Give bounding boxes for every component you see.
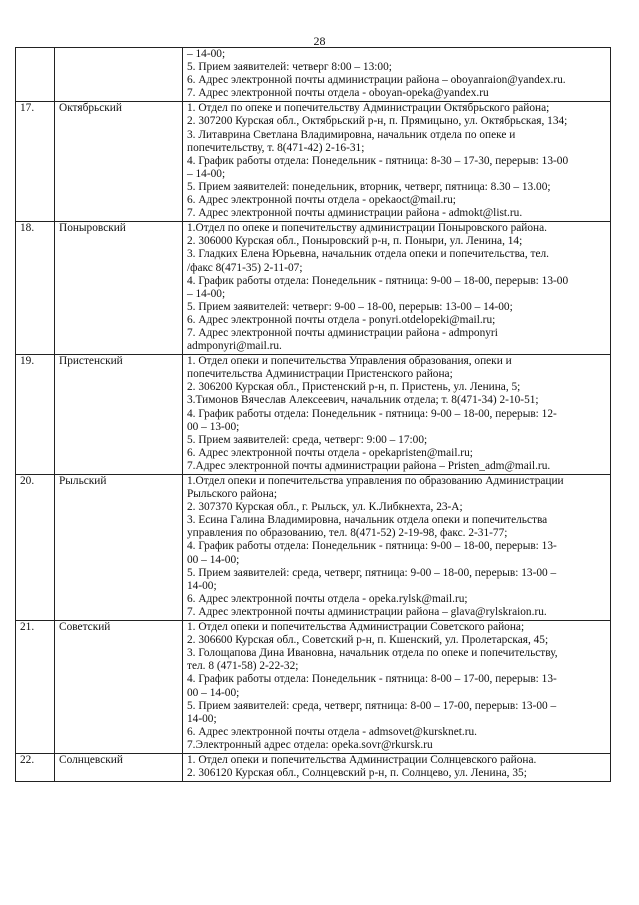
info-line: 5. Прием заявителей: четверг 8:00 – 13:00;: [187, 61, 392, 74]
district-name: [55, 48, 183, 102]
info-line: 7.Электронный адрес отдела: opeka.sovr@rkursk.ru: [187, 738, 433, 751]
department-info: [183, 475, 611, 621]
department-info: [183, 222, 611, 355]
info-line: 2. 306000 Курская обл., Поныровский р-н, п. Поныри, ул. Ленина, 14;: [187, 235, 523, 248]
info-line: 2. 307370 Курская обл., г. Рыльск, ул. К.Либкнехта, 23-А;: [187, 501, 463, 514]
guardianship-departments-table: [15, 47, 611, 782]
row-number: 17.: [16, 102, 55, 222]
info-line: 3.Тимонов Вячеслав Алексеевич, начальник отдела; т. 8(471-34) 2-10-51;: [187, 394, 539, 407]
info-line: 00 – 14-00;: [187, 553, 240, 566]
info-line: 7. Адрес электронной почты администрации района - admokt@list.ru.: [187, 207, 523, 220]
info-line: 7. Адрес электронной почты администрации района - admponyri: [187, 326, 498, 339]
info-line: 00 – 13-00;: [187, 420, 240, 433]
department-info: [183, 102, 611, 222]
district-name: Октябрьский: [55, 102, 183, 222]
table-row: [16, 355, 611, 475]
info-line: 3. Голощапова Дина Ивановна, начальник отдела по опеке и попечительству,: [187, 647, 558, 660]
page-number: 28: [313, 34, 326, 48]
info-line: управления по образованию, тел. 8(471-52) 2-19-98, факс. 2-31-77;: [187, 527, 508, 540]
row-number: 18.: [16, 222, 55, 355]
info-line: 2. 306120 Курская обл., Солнцевский р-н, п. Солнцево, ул. Ленина, 35;: [187, 767, 527, 780]
info-line: – 14-00;: [187, 287, 226, 300]
row-number: 22.: [16, 753, 55, 781]
info-line: – 14-00;: [187, 167, 226, 180]
row-number: [16, 48, 55, 102]
table-row: [16, 475, 611, 621]
info-line: 4. График работы отдела: Понедельник - пятница: 9-00 – 18-00, перерыв: 13-00: [187, 274, 569, 287]
info-line: 1. Отдел опеки и попечительства Управления образования, опеки и: [187, 355, 512, 368]
info-line: 3. Гладких Елена Юрьевна, начальник отдела опеки и попечительства, тел.: [187, 248, 549, 261]
info-line: 1. Отдел по опеке и попечительству Администрации Октябрьского района;: [187, 102, 550, 115]
row-number: 21.: [16, 621, 55, 754]
info-line: 2. 306200 Курская обл., Пристенский р-н, п. Пристень, ул. Ленина, 5;: [187, 381, 521, 394]
info-line: 4. График работы отдела: Понедельник - пятница: 8-00 – 17-00, перерыв: 13-: [187, 673, 557, 686]
table-row: [16, 222, 611, 355]
department-info: [183, 753, 611, 781]
table-row: [16, 102, 611, 222]
info-line: admponyri@mail.ru.: [187, 340, 282, 353]
info-line: 4. График работы отдела: Понедельник - пятница: 9-00 – 18-00, перерыв: 12-: [187, 407, 557, 420]
table-row: [16, 753, 611, 781]
info-line: – 14-00;: [187, 48, 226, 60]
district-name: Пристенский: [55, 355, 183, 475]
district-name: Рыльский: [55, 475, 183, 621]
info-line: 5. Прием заявителей: среда, четверг: 9:00 – 17:00;: [187, 433, 428, 446]
row-number: 19.: [16, 355, 55, 475]
info-line: 1. Отдел опеки и попечительства Администрации Солнцевского района.: [187, 753, 537, 766]
info-line: 14-00;: [187, 579, 217, 592]
row-number: 20.: [16, 475, 55, 621]
table-row: [16, 621, 611, 754]
department-info: [183, 355, 611, 475]
info-line: 5. Прием заявителей: среда, четверг, пятница: 8-00 – 17-00, перерыв: 13-00 –: [187, 699, 557, 712]
info-line: попечительству, т. 8(471-42) 2-16-31;: [187, 141, 365, 154]
info-line: 7. Адрес электронной почты администрации района – glava@rylskraion.ru.: [187, 605, 547, 618]
district-name: Поныровский: [55, 222, 183, 355]
district-name: Советский: [55, 621, 183, 754]
info-line: Рыльского района;: [187, 488, 277, 501]
department-info: [183, 48, 611, 102]
info-line: 5. Прием заявителей: четверг: 9-00 – 18-00, перерыв: 13-00 – 14-00;: [187, 300, 513, 313]
info-line: 3. Литаврина Светлана Владимировна, начальник отдела по опеке и: [187, 128, 516, 141]
info-line: 6. Адрес электронной почты отдела - opekaoct@mail.ru;: [187, 194, 456, 207]
info-line: /факс 8(471-35) 2-11-07;: [187, 261, 303, 274]
department-info: [183, 621, 611, 754]
info-line: 2. 307200 Курская обл., Октябрьский р-н, п. Прямицыно, ул. Октябрьская, 134;: [187, 115, 568, 128]
info-line: 4. График работы отдела: Понедельник - пятница: 8-30 – 17-30, перерыв: 13-00: [187, 154, 569, 167]
info-line: 7. Адрес электронной почты отдела - oboyan-opeka@yandex.ru: [187, 87, 489, 100]
info-line: 1.Отдел опеки и попечительства управления по образованию Администрации: [187, 475, 564, 487]
info-line: 6. Адрес электронной почты отдела - opeka.rylsk@mail.ru;: [187, 592, 468, 605]
info-line: 5. Прием заявителей: понедельник, вторник, четверг, пятница: 8.30 – 13.00;: [187, 180, 551, 193]
info-line: 7.Адрес электронной почты администрации района – Pristen_adm@mail.ru.: [187, 459, 551, 472]
info-line: попечительства Администрации Пристенского района;: [187, 368, 453, 381]
info-line: 3. Есина Галина Владимировна, начальник отдела опеки и попечительства: [187, 514, 548, 527]
district-name: Солнцевский: [55, 753, 183, 781]
info-line: 1.Отдел по опеке и попечительству администрации Поныровского района.: [187, 222, 547, 235]
info-line: 6. Адрес электронной почты отдела - opekapristen@mail.ru;: [187, 446, 473, 459]
info-line: 4. График работы отдела: Понедельник - пятница: 9-00 – 18-00, перерыв: 13-: [187, 540, 557, 553]
info-line: 5. Прием заявителей: среда, четверг, пятница: 9-00 – 18-00, перерыв: 13-00 –: [187, 566, 557, 579]
info-line: 2. 306600 Курская обл., Советский р-н, п. Кшенский, ул. Пролетарская, 45;: [187, 634, 549, 647]
info-line: 6. Адрес электронной почты администрации района – oboyanraion@yandex.ru.: [187, 74, 566, 87]
info-line: 6. Адрес электронной почты отдела - ponyri.otdelopeki@mail.ru;: [187, 313, 496, 326]
info-line: 00 – 14-00;: [187, 686, 240, 699]
table-body: [16, 48, 611, 782]
info-line: 6. Адрес электронной почты отдела - admsovet@kursknet.ru.: [187, 725, 478, 738]
table-row: [16, 48, 611, 102]
info-line: тел. 8 (471-58) 2-22-32;: [187, 660, 299, 673]
info-line: 1. Отдел опеки и попечительства Администрации Советского района;: [187, 621, 525, 634]
info-line: 14-00;: [187, 712, 217, 725]
